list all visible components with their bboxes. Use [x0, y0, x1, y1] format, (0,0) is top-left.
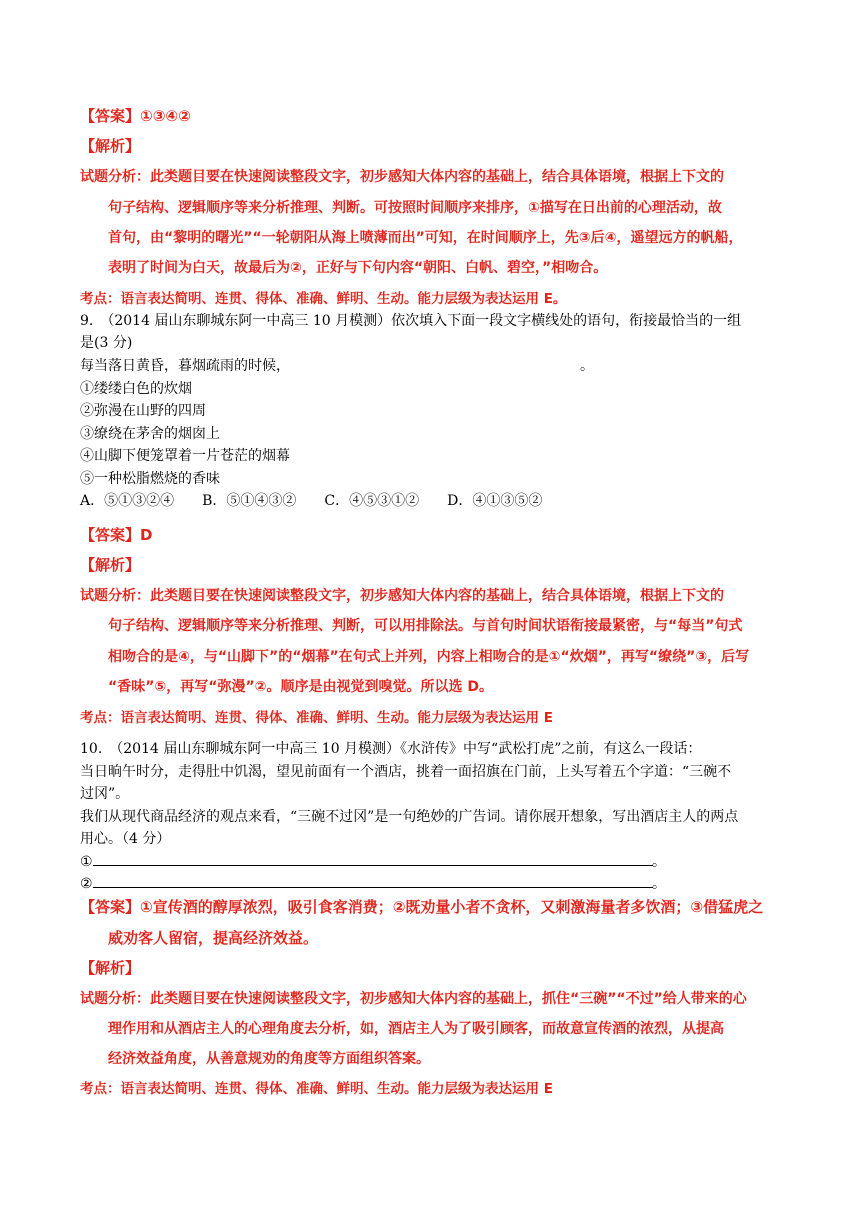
- analysis-label: 【解析】: [80, 959, 141, 977]
- question-text-start: 每当落日黄昏，暮烟疏雨的时候，: [80, 358, 290, 374]
- analysis-line: 经济效益角度，从善意规劝的角度等方面组织答案。: [108, 1051, 430, 1067]
- blank-marker: ②: [80, 876, 93, 892]
- analysis-line: 试题分析：此类题目要在快速阅读整段文字，初步感知大体内容的基础上，结合具体语境，根据上下文的: [80, 169, 724, 185]
- question-stem: 9. （2014 届山东聊城东阿一中高三 10 月模测）依次填入下面一段文字横线处的语句，衔接最恰当的一组: [80, 313, 742, 329]
- analysis-line: 试题分析：此类题目要在快速阅读整段文字，初步感知大体内容的基础上，结合具体语境，根据上下文的: [80, 588, 724, 604]
- quote-line: 过冈”。: [80, 786, 130, 802]
- quote-line: 当日晌午时分，走得肚中饥渴，望见前面有一个酒店，挑着一面招旗在门前，上头写着五个字道：“三碗不: [80, 764, 732, 780]
- answer-line: 威劝客人留宿，提高经济效益。: [108, 929, 319, 947]
- option-item: ⑤一种松脂燃烧的香味: [80, 471, 220, 487]
- analysis-line: 句子结构、逻辑顺序等来分析推理、判断。可按照时间顺序来排序，①描写在日出前的心理活动，故: [108, 200, 722, 216]
- kaodian-line: 考点：语言表达简明、连贯、得体、准确、鲜明、生动。能力层级为表达运用 E。: [80, 291, 567, 307]
- answer-label: 【答案】D: [80, 526, 153, 544]
- analysis-line: 试题分析：此类题目要在快速阅读整段文字，初步感知大体内容的基础上，抓住“三碗”“不过”给人带来的心: [80, 991, 747, 1007]
- analysis-line: 相吻合的是④，与“山脚下”的“烟幕”在句式上并列，内容上相吻合的是①“炊烟”，再写“缭绕”③，后写: [108, 649, 750, 665]
- answer-label: 【答案】①③④②: [80, 107, 191, 125]
- analysis-label: 【解析】: [80, 556, 141, 574]
- question-stem: 10. （2014 届山东聊城东阿一中高三 10 月模测）《水浒传》中写“武松打虎”之前，有这么一段话：: [80, 741, 702, 757]
- blank-marker: ①: [80, 854, 93, 870]
- choice-list: A．⑤①③②④ B．⑤①④③② C．④⑤③①② D．④①③⑤②: [80, 493, 543, 509]
- blank-end: 。: [652, 854, 666, 870]
- answer-line: 【答案】①宣传酒的醇厚浓烈，吸引食客消费；②既劝量小者不贪杯，又刺激海量者多饮酒；③借猛虎之: [80, 898, 764, 916]
- blank-underline: [93, 851, 653, 866]
- kaodian-line: 考点：语言表达简明、连贯、得体、准确、鲜明、生动。能力层级为表达运用 E: [80, 710, 553, 726]
- question-stem: 是(3 分): [80, 335, 133, 351]
- analysis-label: 【解析】: [80, 137, 141, 155]
- answer-blank-1[interactable]: [80, 851, 653, 870]
- analysis-line: 首句，由“黎明的曙光”“一轮朝阳从海上喷薄而出”可知，在时间顺序上，先③后④，遥望远方的帆船，: [108, 230, 743, 246]
- option-item: ④山脚下便笼罩着一片苍茫的烟幕: [80, 448, 290, 464]
- option-item: ③缭绕在茅舍的烟囱上: [80, 426, 220, 442]
- question-ask: 用心。（4 分）: [80, 831, 171, 847]
- option-item: ①缕缕白色的炊烟: [80, 381, 192, 397]
- answer-blank-2[interactable]: [80, 873, 653, 892]
- question-text-end: 。: [580, 358, 594, 374]
- analysis-line: “香味”⑤，再写“弥漫”②。顺序是由视觉到嗅觉。所以选 D。: [108, 679, 494, 695]
- kaodian-line: 考点：语言表达简明、连贯、得体、准确、鲜明、生动。能力层级为表达运用 E: [80, 1081, 553, 1097]
- question-ask: 我们从现代商品经济的观点来看，“三碗不过冈”是一句绝妙的广告词。请你展开想象，写出酒店主人的两点: [80, 809, 739, 825]
- option-item: ②弥漫在山野的四周: [80, 403, 206, 419]
- question-text: [80, 355, 290, 375]
- analysis-line: 表明了时间为白天，故最后为②，正好与下句内容“朝阳、白帆、碧空，”相吻合。: [108, 260, 608, 276]
- analysis-line: 理作用和从酒店主人的心理角度去分析，如，酒店主人为了吸引顾客，而故意宣传酒的浓烈，从提高: [108, 1021, 724, 1037]
- analysis-line: 句子结构、逻辑顺序等来分析推理、判断，可以用排除法。与首句时间状语衔接最紧密，与“每当”句式: [108, 618, 743, 634]
- blank-underline: [93, 873, 653, 888]
- blank-end: 。: [652, 876, 666, 892]
